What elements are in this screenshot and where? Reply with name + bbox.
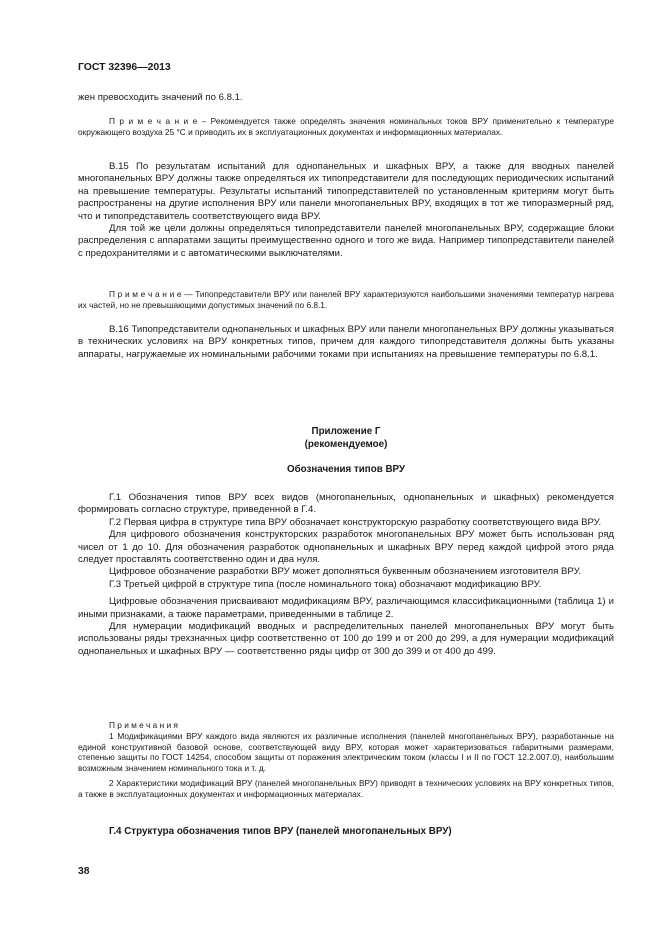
continuation-text (78, 92, 614, 104)
note-item-2: 2 Характеристики модификаций ВРУ (панелей многопанельных ВРУ) приводят в технических условиях на ВРУ конкретных типов, а также в эксплуатационных документах и информационных материалах. (78, 777, 614, 799)
continuation-paragraph: жен превосходить значений по 6.8.1. (78, 92, 243, 103)
note-2-label: П р и м е ч а н и е (109, 289, 182, 299)
clause-g1: Г.1 Обозначения типов ВРУ всех видов (многопанельных, однопанельных и шкафных) рекомендуется формировать согласно структуре, приведенной в Г.4. (78, 492, 614, 516)
note-2-text: — Типопредставители ВРУ или панелей ВРУ характеризуются наибольшими значениями температур нагрева их частей, но не превышающими допустимых значений по 6.8.1. (78, 289, 615, 310)
clause-g2-p3: Цифровое обозначение разработки ВРУ может дополняться буквенным обозначением изготовителя ВРУ. (109, 566, 582, 578)
note-2-paragraph (78, 289, 614, 311)
appendix-notes (78, 720, 614, 800)
clause-g3-p3: Для нумерации модификаций вводных и распределительных панелей многопанельных ВРУ могут быть использованы ряды трехзначных цифр соответственно от 100 до 199 и от 200 до 299, а для нумерации модификаций однопанельных и шкафных ВРУ — соответственно ряды цифр от 300 до 399 и от 400 до 499. (78, 621, 614, 657)
appendix-body (78, 492, 614, 658)
note-1-paragraph (78, 116, 614, 138)
appendix-heading: Обозначения типов ВРУ (286, 464, 406, 475)
clause-g3-p2: Цифровые обозначения присваивают модификациям ВРУ, различающимся классификационными (таблица 1) и иными признаками, а также параметрами, приведенными в таблице 2. (78, 596, 614, 620)
appendix-title: Приложение Г (311, 426, 381, 437)
notes-label: П р и м е ч а н и я (109, 720, 178, 730)
clause-g4-heading-block (78, 826, 614, 837)
clause-b15-p1: В.15 По результатам испытаний для однопанельных и шкафных ВРУ, а также для вводных панелей многопанельных ВРУ должны также определяться их типопредставители для последующих периодических испытаний на превышение температуры. Результаты испытаний типопредставителей по установленным критериям могут быть распространены на другие исполнения ВРУ или панели многопанельных ВРУ, входящих в тот же типоразмерный ряд, что и типопредставитель соответствующего вида ВРУ. (78, 161, 614, 222)
clause-b15 (78, 161, 614, 260)
clause-b16 (78, 324, 614, 361)
note-1-label: П р и м е ч а н и е (109, 116, 198, 126)
page-number: 38 (78, 866, 90, 877)
note-item-1: 1 Модификациями ВРУ каждого вида являются их различные исполнения (панелей многопанельных ВРУ), разработанные на единой конструктивной базовой основе, соответствующей виду ВРУ, которая может характеризоваться габаритными размерами, степенью защиты по ГОСТ 14254, способом защиты от поражения электрическим током (классы I и II по ГОСТ 12.2.007.0), наибольшим возможным значением номинального тока и т. д. (78, 730, 614, 774)
note-1-text: – Рекомендуется также определять значения номинальных токов ВРУ применительно к температуре окружающего воздуха 25 °С и приводить их в эксплуатационных документах и информационных материалах. (78, 116, 614, 137)
appendix-heading-block (78, 463, 614, 476)
clause-g2: Г.2 Первая цифра в структуре типа ВРУ обозначает конструкторскую разработку соответствующего вида ВРУ. (109, 516, 602, 528)
note-1 (78, 116, 614, 138)
clause-b15-p2: Для той же цели должны определяться типопредставители панелей многопанельных ВРУ, содержащие блоки распределения с аппаратами защиты преимущественно одного и того же вида. Например типопредставители панелей с предохранителями и с автоматическими выключателями. (78, 223, 614, 259)
clause-g4-heading: Г.4 Структура обозначения типов ВРУ (панелей многопанельных ВРУ) (109, 826, 452, 837)
note-2 (78, 289, 614, 311)
standard-header: ГОСТ 32396—2013 (78, 62, 171, 73)
clause-b16-paragraph: В.16 Типопредставители однопанельных и шкафных ВРУ или панели многопанельных ВРУ должны указываться в технических условиях на ВРУ конкретных типов, причем для каждого типопредставителя должны быть указаны аппараты, нагружаемые их номинальными рабочими токами при испытаниях на превышение температуры по 6.8.1. (78, 324, 614, 360)
clause-g2-p2: Для цифрового обозначения конструкторских разработок многопанельных ВРУ может быть использован ряд чисел от 1 до 10. Для обозначения разработок однопанельных и шкафных ВРУ перед каждой цифрой этого ряда следует проставлять соответственно один и два нуля. (78, 529, 614, 566)
appendix-title-block (78, 425, 614, 451)
clause-g3: Г.3 Третьей цифрой в структуре типа (после номинального тока) обозначают модификацию ВРУ. (109, 578, 542, 590)
appendix-status: (рекомендуемое) (304, 439, 388, 450)
